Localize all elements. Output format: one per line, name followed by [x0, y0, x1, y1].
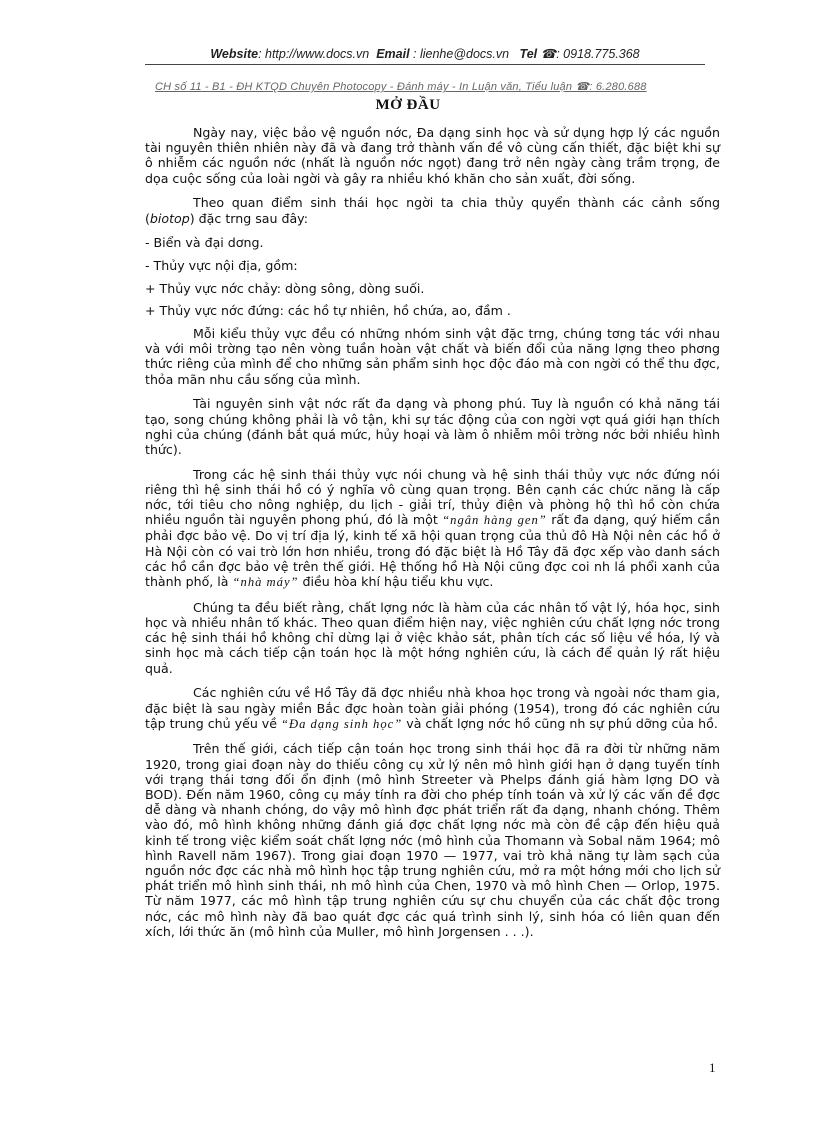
tel-number: : 0918.775.368	[556, 47, 640, 61]
list-item: + Thủy vực nớc chảy: dòng sông, dòng suối.	[145, 280, 425, 296]
page-number: 1	[709, 1060, 716, 1075]
website-label: Website	[210, 47, 259, 61]
italic-term: biotop	[149, 210, 190, 226]
list-item: + Thủy vực nớc đứng: các hồ tự nhiên, hồ chứa, ao, đầm .	[145, 303, 511, 319]
quoted-term: “nhà máy”	[232, 575, 299, 590]
quoted-term: “ngân hàng gen”	[442, 513, 547, 528]
header-divider	[145, 64, 705, 65]
paragraph: Trên thế giới, cách tiếp cận toán học trong sinh thái học đã ra đời từ những năm 1920, trong giai đoạn này do thiếu công cụ xử lý nên mô hình giới hạn ở dạng tuyến tính với trạng thái tơng đối ổn định (mô hình Streeter và Phelps đánh giá hàm lợng DO và BOD). Đến năm 1960, công cụ máy tính ra đời cho phép tính toán và xử lý các vấn đề đợc dễ dàng và nhanh chóng, do vậy mô hình đợc phát triển rất đa dạng, nhanh chóng. Thêm vào đó, mô hình không những đánh giá đợc chất lợng nớc mà còn đề cập đến hiệu quả kinh tế trong việc kiểm soát chất lợng nớc (mô hình của Thomann và Sobal năm 1964; mô hình Ravell năm 1967). Trong giai đoạn 1970 — 1977, vai trò khả năng tự làm sạch của nguồn nớc đợc các nhà mô hình học tập trung nghiên cứu, mở ra một hớng mới cho lịch sử phát triển mô hình sinh thái, nh mô hình của Chen, 1970 và mô hình Chen — Orlop, 1975. Từ năm 1977, các mô hình tập trung nghiên cứu sự chu chuyển của các chất độc trong nớc, các mô hình này đã bao quát đợc các quá trình sinh lý, sinh hóa có liên quan đến xích, lới thức ăn (mô hình của Muller, mô hình Jorgensen . . .).	[145, 741, 720, 939]
site-header	[145, 46, 705, 61]
document-body	[145, 125, 720, 949]
paragraph: Mỗi kiểu thủy vực đều có những nhóm sinh vật đặc trng, chúng tơng tác với nhau và với môi trờng tạo nên vòng tuần hoàn vật chất và biến đổi của năng lợng theo phơng thức riêng của mình để cho những sản phẩm sinh học độc đáo mà con ngời có thể thu đợc, thỏa mãn nhu cầu sống của mình.	[145, 326, 720, 387]
paragraph: Chúng ta đều biết rằng, chất lợng nớc là hàm của các nhân tố vật lý, hóa học, sinh học và nhiều nhân tố khác. Theo quan điểm hiện nay, việc nghiên cứu chất lợng nớc trong các hệ sinh thái hồ không chỉ dừng lại ở việc khảo sát, phân tích các số liệu về hóa, lý và sinh học mà cách tiếp cận toán học là một hớng nghiên cứu, là cách để quản lý rất hiệu quả.	[145, 599, 720, 676]
phone-icon: ☎	[540, 47, 557, 61]
shop-address: CH số 11 - B1 - ĐH KTQD Chuyên Photocopy - Đánh máy - In Luận văn, Tiểu luận ☎: 6.280.688	[155, 81, 647, 93]
list-item: - Thủy vực nội địa, gồm:	[145, 257, 298, 273]
paragraph: Ngày nay, việc bảo vệ nguồn nớc, Đa dạng sinh học và sử dụng hợp lý các nguồn tài nguyên thiên nhiên này đã và đang trở thành vấn đề vô cùng cấn thiết, đặc biệt khi sự ô nhiễm các nguồn nớc (nhất là nguồn nớc ngọt) đang trở nên ngày càng trầm trọng, đe dọa cuộc sống của loài ngời và gây ra nhiều khó khăn cho sản xuất, đời sống.	[145, 125, 720, 186]
page-title: MỞ ĐẦU	[375, 97, 441, 113]
tel-label: Tel	[519, 47, 538, 61]
paragraph: Tài nguyên sinh vật nớc rất đa dạng và phong phú. Tuy là nguồn có khả năng tái tạo, song chúng không phải là vô tận, khi sự tác động của con ngời vợt quá giới hạn thích nghi của chúng (đánh bắt quá mức, hủy hoại và làm ô nhiễm môi trờng nớc bởi nhiều hình thức).	[145, 396, 720, 457]
paragraph: Theo quan điểm sinh thái học ngời ta chia thủy quyển thành các cảnh sống (biotop) đặc trng sau đây:	[145, 195, 720, 226]
quoted-term: “Đa dạng sinh học”	[281, 716, 403, 731]
email-address[interactable]: : lienhe@docs.vn	[413, 47, 510, 61]
paragraph: Các nghiên cứu về Hồ Tây đã đợc nhiều nhà khoa học trong và ngoài nớc tham gia, đặc biệt là sau ngày miền Bắc đợc hoàn toàn giải phóng (1954), trong đó các nghiên cứu tập trung chủ yếu về “Đa dạng sinh học” và chất lợng nớc hồ cũng nh sự phú dỡng của hồ.	[145, 685, 720, 731]
paragraph: Trong các hệ sinh thái thủy vực nói chung và hệ sinh thái thủy vực nớc đứng nói riêng thì hệ sinh thái hồ có ý nghĩa vô cùng quan trọng. Bên cạnh các chức năng là cấp nớc, tới tiêu cho nông nghiệp, du lịch - giải trí, thủy điện và phòng hộ thì hồ còn chứa nhiều nguồn tài nguyên phong phú, đó là một “ngân hàng gen” rất đa dạng, quý hiếm cần phải đợc bảo vệ. Do vị trí địa lý, kinh tế xã hội quan trọng của thủ đô Hà Nội nên các hồ ở Hà Nội còn có vai trò lớn hơn nhiều, trong đó đặc biệt là Hồ Tây đã đợc xếp vào danh sách các hồ cần đợc bảo vệ trên thế giới. Hệ thống hồ Hà Nội cũng đợc coi nh lá phổi xanh của thành phố, là “nhà máy” điều hòa khí hậu tiểu khu vực.	[145, 466, 720, 590]
website-url[interactable]: : http://www.docs.vn	[258, 47, 370, 61]
email-label: Email	[376, 47, 410, 61]
list-item: - Biển và đại dơng.	[145, 235, 264, 251]
